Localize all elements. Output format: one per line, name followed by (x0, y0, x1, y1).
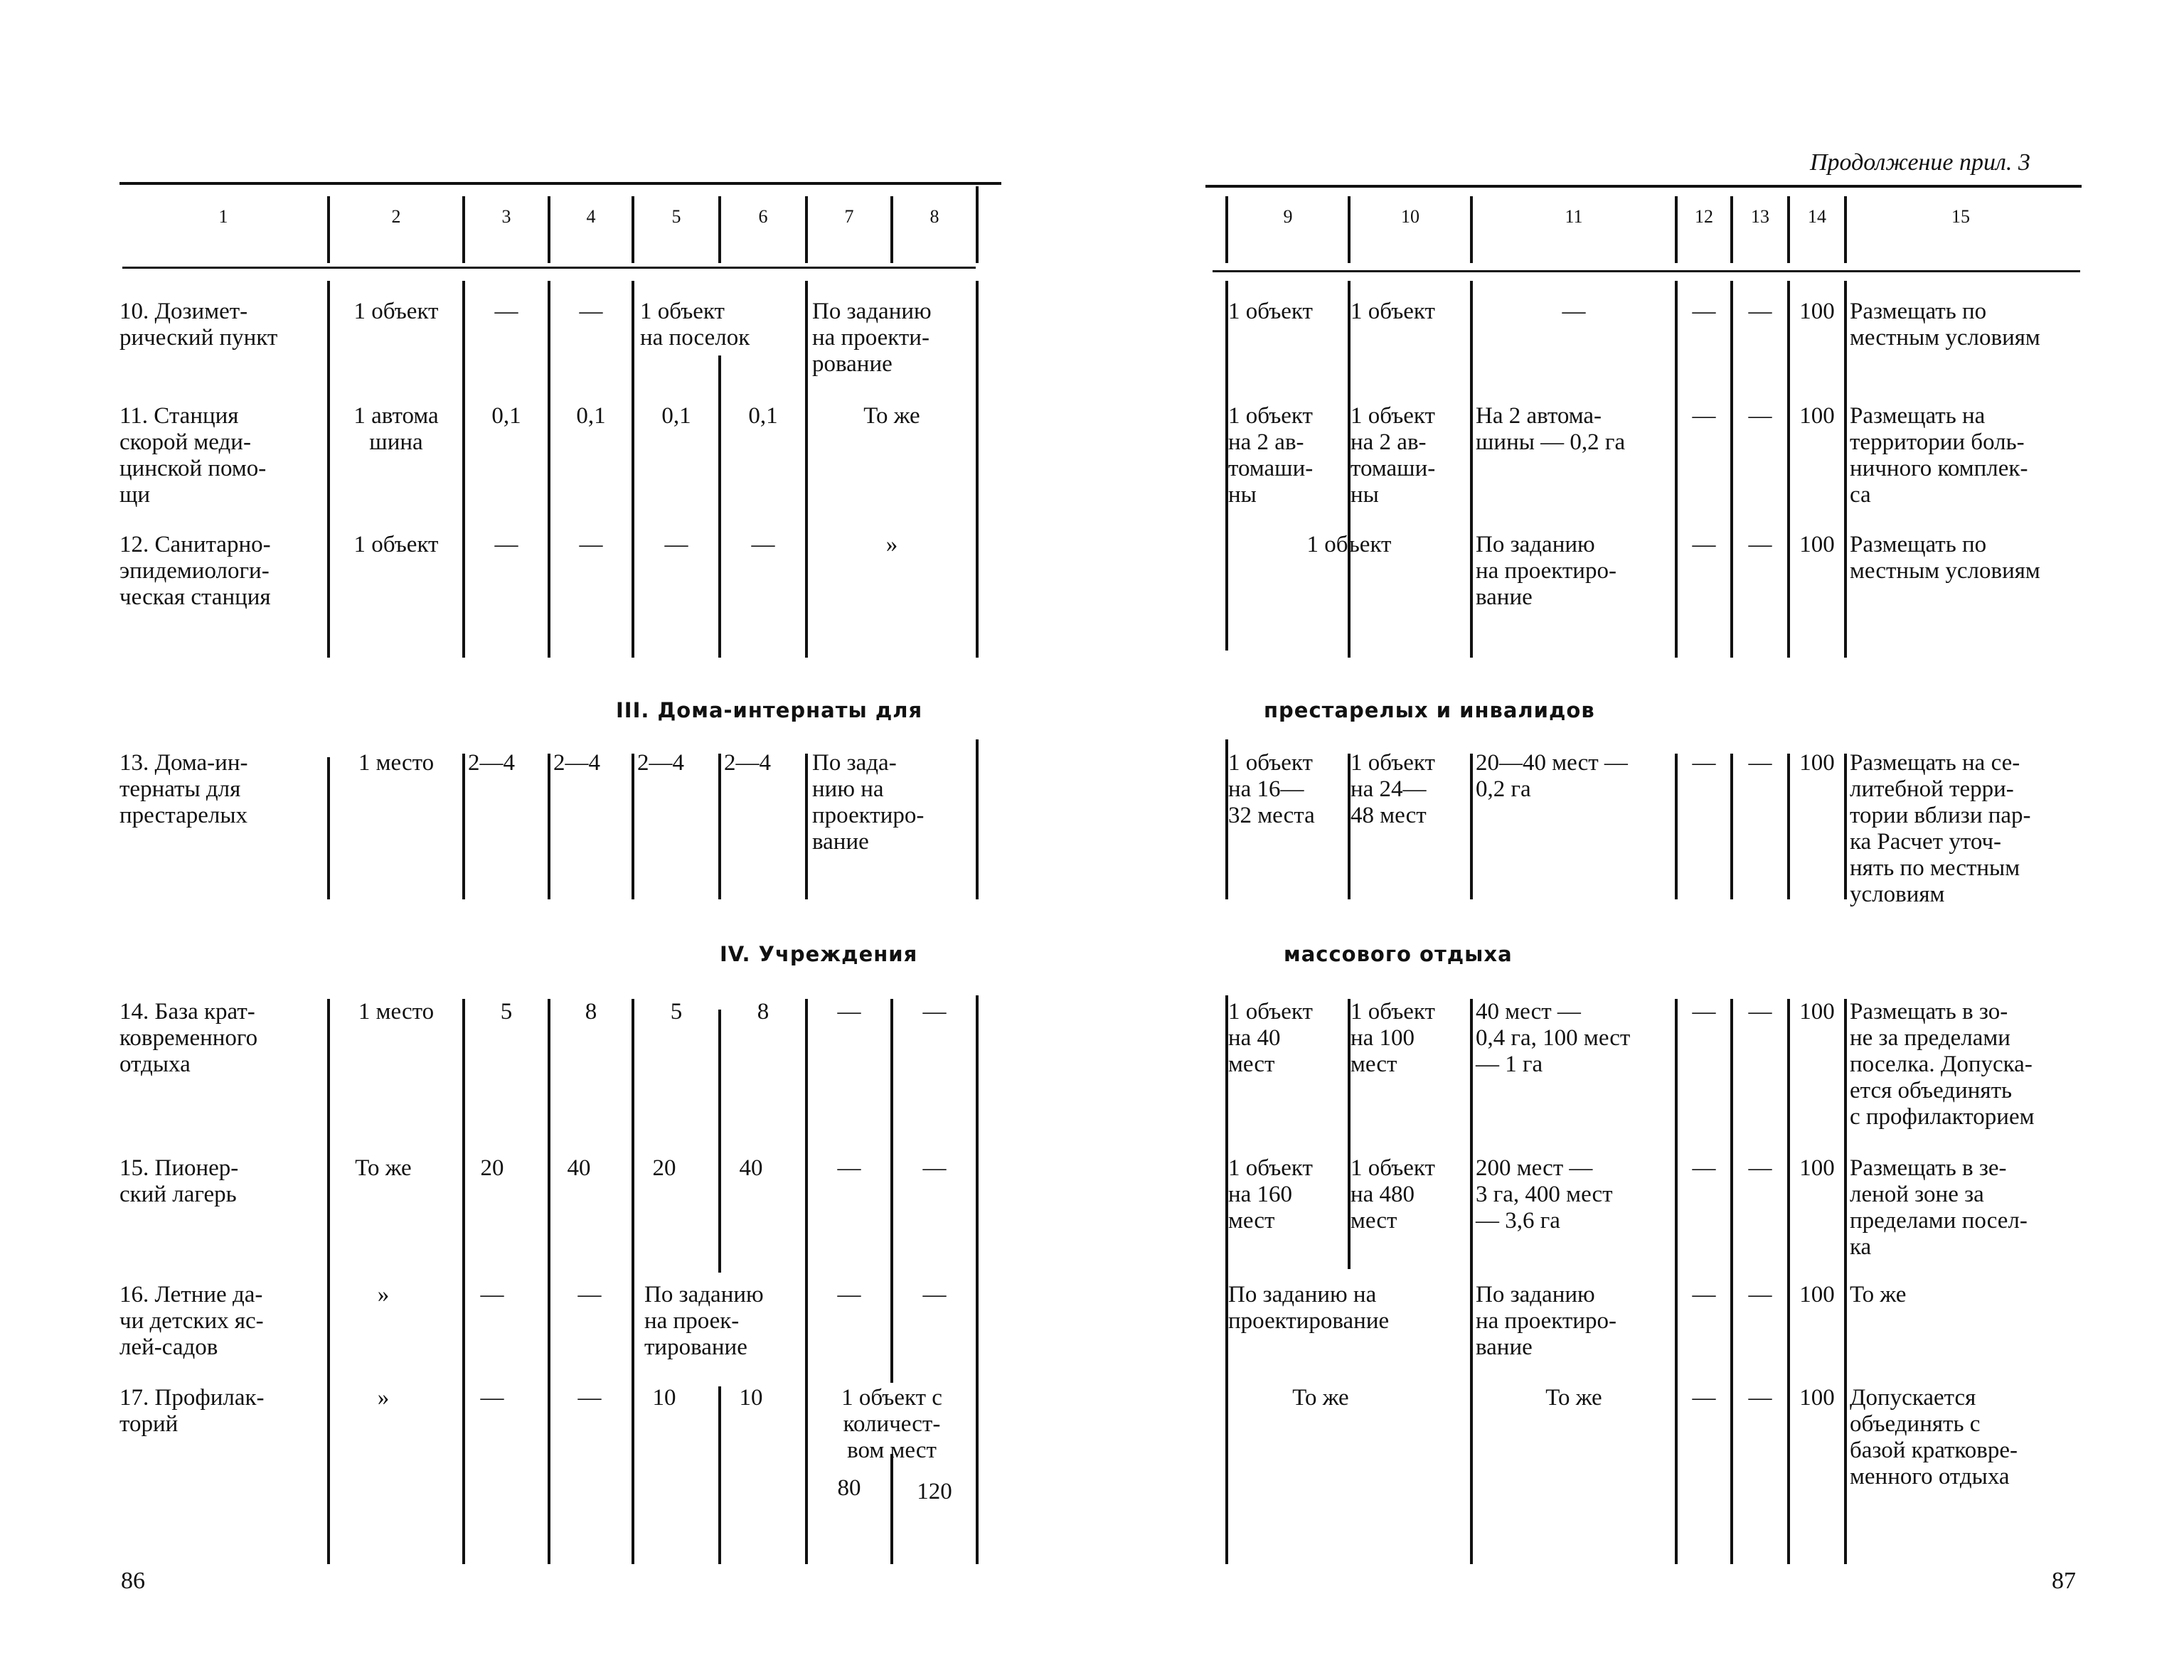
table-cell: 2—4 (553, 750, 600, 776)
table-cell: 100 (1799, 750, 1835, 776)
table-cell: — (1562, 299, 1586, 324)
table-cell: 1 объект на 2 ав- томаши- ны (1351, 403, 1436, 508)
column-header: 12 (1695, 206, 1713, 227)
col-rule (1844, 754, 1847, 899)
running-head: Продолжение прил. 3 (1810, 149, 2030, 176)
table-cell: Размещать по местным условиям (1850, 299, 2040, 351)
table-cell: Размещать на территории боль- ничного комплек- са (1850, 403, 2028, 508)
table-cell: — (494, 532, 518, 557)
page-number: 87 (2052, 1568, 2076, 1594)
column-header: 8 (929, 206, 939, 227)
table-cell: 20 (652, 1155, 676, 1181)
col-rule (1787, 281, 1790, 658)
table-cell: — (1748, 1155, 1772, 1181)
table-cell: » (377, 1385, 390, 1411)
table-cell: То же (863, 403, 920, 429)
col-rule (1225, 995, 1228, 1564)
col-rule (976, 739, 979, 899)
col-rule (805, 754, 808, 899)
table-cell: — (922, 1155, 947, 1181)
table-cell: 1 автома шина (353, 403, 439, 455)
table-cell: — (1748, 1385, 1772, 1411)
table-cell: — (922, 999, 947, 1024)
row-name: 11. Станция скорой меди- цинской помо- щи (119, 403, 267, 508)
row-name: 13. Дома-ин- тернаты для престарелых (119, 750, 248, 828)
table-cell: — (480, 1282, 504, 1307)
table-cell: — (1748, 299, 1772, 324)
col-rule (718, 1010, 721, 1273)
table-cell: — (837, 1155, 861, 1181)
column-header: 6 (758, 206, 768, 227)
col-rule (1470, 281, 1473, 658)
table-cell: — (1692, 299, 1716, 324)
table-cell: — (1748, 532, 1772, 557)
table-cell: — (579, 532, 603, 557)
col-rule (890, 999, 893, 1383)
column-header: 15 (1951, 206, 1970, 227)
table-cell: Размещать в зо- не за пределами поселка. Допуска- ется объединять с профилакторием (1850, 999, 2035, 1130)
table-cell: — (837, 1282, 861, 1307)
table-cell: 2—4 (468, 750, 515, 776)
section-heading: престарелых и инвалидов (1264, 698, 1595, 722)
column-header: 13 (1751, 206, 1769, 227)
header-bottom-rule (1213, 270, 2080, 272)
table-cell: По заданию на проек- тирование (644, 1282, 764, 1360)
table-cell: 100 (1799, 999, 1835, 1024)
table-cell: 100 (1799, 532, 1835, 557)
col-rule (1844, 999, 1847, 1564)
table-cell: 200 мест — 3 га, 400 мест — 3,6 га (1476, 1155, 1613, 1234)
table-cell: Размещать в зе- леной зоне за пределами посел- ка (1850, 1155, 2028, 1260)
table-top-rule (1205, 185, 2082, 188)
table-cell: — (1692, 750, 1716, 776)
table-cell: 5 (500, 999, 513, 1024)
col-rule (1675, 281, 1678, 658)
table-cell: 120 (917, 1479, 952, 1504)
table-cell: 20—40 мест — 0,2 га (1476, 750, 1628, 802)
col-rule (890, 1454, 893, 1564)
table-cell: — (1692, 403, 1716, 429)
row-name: 12. Санитарно- эпидемиологи- ческая станция (119, 532, 271, 610)
table-cell: — (1748, 999, 1772, 1024)
table-cell: 40 мест — 0,4 га, 100 мест — 1 га (1476, 999, 1631, 1077)
table-cell: 100 (1799, 1385, 1835, 1411)
table-cell: Размещать на се- литебной терри- тории вблизи пар- ка Расчет уточ- нять по местным условиям (1850, 750, 2031, 907)
table-cell: То же (1545, 1385, 1602, 1411)
table-cell: 1 объект (1351, 299, 1435, 324)
col-rule (718, 754, 721, 899)
column-header: 7 (844, 206, 854, 227)
table-cell: 1 объект на 480 мест (1351, 1155, 1435, 1234)
column-header: 5 (671, 206, 681, 227)
table-cell: — (1692, 532, 1716, 557)
row-name: 14. База крат- ковременного отдыха (119, 999, 258, 1077)
col-rule (1470, 754, 1473, 899)
column-header: 2 (391, 206, 401, 227)
col-rule (462, 281, 465, 658)
table-cell: — (664, 532, 688, 557)
table-cell: То же (1292, 1385, 1349, 1411)
column-header: 1 (218, 206, 228, 227)
table-cell: 1 объект на 16— 32 места (1228, 750, 1315, 828)
table-cell: 1 объект (1228, 299, 1313, 324)
table-cell: 100 (1799, 403, 1835, 429)
table-cell: 1 объект на 40 мест (1228, 999, 1313, 1077)
table-cell: 1 место (358, 999, 435, 1024)
table-cell: — (579, 299, 603, 324)
col-rule (632, 999, 634, 1564)
table-cell: 0,1 (491, 403, 521, 429)
table-cell: По заданию на проектиро- вание (1476, 532, 1616, 610)
section-heading: IV. Учреждения (720, 942, 918, 966)
table-cell: — (480, 1385, 504, 1411)
column-header: 11 (1565, 206, 1583, 227)
table-cell: 0,1 (661, 403, 691, 429)
table-cell: 2—4 (637, 750, 684, 776)
col-rule (548, 281, 550, 658)
header-bottom-rule (122, 267, 976, 269)
col-rule (1844, 281, 1847, 658)
table-cell: 0,1 (576, 403, 606, 429)
table-cell: — (494, 299, 518, 324)
column-header: 10 (1401, 206, 1419, 227)
table-cell: 8 (757, 999, 769, 1024)
table-cell: — (577, 1385, 602, 1411)
column-header: 14 (1808, 206, 1826, 227)
page-number: 86 (121, 1568, 145, 1594)
table-cell: 1 объект с количест- вом мест (841, 1385, 942, 1463)
table-cell: 1 объект (353, 299, 439, 324)
section-heading: III. Дома-интернаты для (616, 698, 923, 722)
table-top-rule (119, 182, 1001, 185)
col-rule (327, 757, 330, 899)
row-name: 15. Пионер- ский лагерь (119, 1155, 239, 1207)
table-cell: 10 (652, 1385, 676, 1411)
table-cell: 1 объект на 160 мест (1228, 1155, 1313, 1234)
table-cell: 100 (1799, 1155, 1835, 1181)
table-cell: » (377, 1282, 390, 1307)
table-cell: На 2 автома- шины — 0,2 га (1476, 403, 1626, 455)
table-cell: По заданию на проекти- рование (812, 299, 932, 377)
column-header: 9 (1283, 206, 1293, 227)
table-cell: 1 объект на поселок (640, 299, 750, 351)
table-cell: 20 (480, 1155, 504, 1181)
table-cell: 1 объект на 100 мест (1351, 999, 1435, 1077)
col-rule (327, 281, 330, 658)
column-header: 4 (586, 206, 596, 227)
col-rule (718, 355, 721, 658)
table-cell: 8 (585, 999, 597, 1024)
col-rule (976, 281, 979, 658)
col-rule (632, 281, 634, 658)
table-cell: По зада- нию на проектиро- вание (812, 750, 925, 855)
table-cell: — (1692, 1385, 1716, 1411)
table-cell: 1 объект (353, 532, 439, 557)
table-cell: — (1692, 1282, 1716, 1307)
table-cell: 40 (567, 1155, 591, 1181)
table-cell: 1 объект (1306, 532, 1392, 557)
table-cell: То же (355, 1155, 412, 1181)
table-cell: — (1748, 1282, 1772, 1307)
table-cell: — (1692, 1155, 1716, 1181)
table-cell: 40 (739, 1155, 763, 1181)
section-heading: массового отдыха (1284, 942, 1513, 966)
table-cell: — (1748, 403, 1772, 429)
table-cell: — (1748, 750, 1772, 776)
row-name: 16. Летние да- чи детских яс- лей-садов (119, 1282, 264, 1360)
table-cell: По заданию на проектирование (1228, 1282, 1390, 1334)
table-cell: 100 (1799, 1282, 1835, 1307)
col-rule (718, 1386, 721, 1564)
table-cell: Размещать по местным условиям (1850, 532, 2040, 584)
table-cell: По заданию на проектиро- вание (1476, 1282, 1616, 1360)
table-cell: 2—4 (724, 750, 771, 776)
table-cell: — (1692, 999, 1716, 1024)
table-cell: То же (1850, 1282, 1907, 1307)
table-cell: 80 (837, 1475, 861, 1501)
table-cell: — (922, 1282, 947, 1307)
table-cell: — (577, 1282, 602, 1307)
table-cell: 5 (670, 999, 683, 1024)
table-cell: 10 (739, 1385, 763, 1411)
col-rule (462, 754, 465, 899)
table-cell: 0,1 (748, 403, 778, 429)
col-rule (976, 995, 979, 1564)
table-cell: 1 объект на 2 ав- томаши- ны (1228, 403, 1314, 508)
col-rule (805, 281, 808, 658)
table-cell: 100 (1799, 299, 1835, 324)
table-cell: » (885, 532, 898, 557)
table-cell: — (751, 532, 775, 557)
table-cell: 1 объект на 24— 48 мест (1351, 750, 1435, 828)
table-cell: — (837, 999, 861, 1024)
row-name: 17. Профилак- торий (119, 1385, 265, 1437)
row-name: 10. Дозимет- рический пункт (119, 299, 278, 351)
col-rule (976, 186, 979, 263)
col-rule (548, 754, 550, 899)
table-cell: 1 место (358, 750, 435, 776)
col-rule (1730, 281, 1733, 658)
column-header: 3 (501, 206, 511, 227)
col-rule (632, 754, 634, 899)
right-page (1092, 0, 2184, 1680)
col-rule (1470, 999, 1473, 1564)
table-cell: Допускается объединять с базой кратковре- менного отдыха (1850, 1385, 2018, 1489)
